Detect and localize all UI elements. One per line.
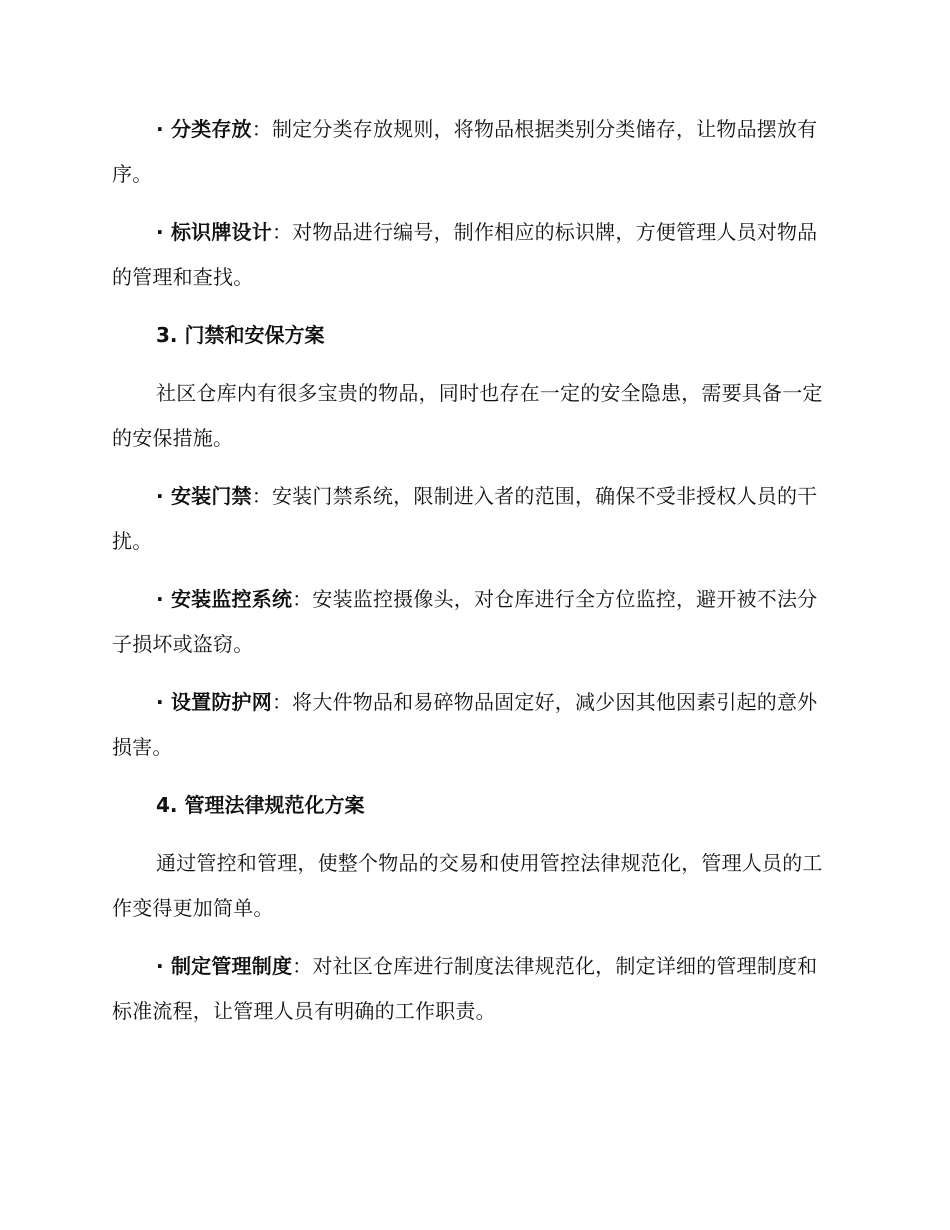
bullet-management-rules	[112, 944, 834, 1034]
bullet-separator: ：	[271, 690, 293, 714]
body-paragraph-security-intro: 社区仓库内有很多宝贵的物品，同时也存在一定的安全隐患，需要具备一定的安保措施。	[112, 381, 823, 450]
bullet-term: · 分类存放	[156, 117, 252, 141]
bullet-text: 将大件物品和易碎物品固定好，减少因其他因素引起的意外损害。	[112, 690, 818, 759]
bullet-monitoring-system	[112, 577, 834, 667]
bullet-separator: ：	[251, 117, 272, 141]
bullet-text: 安装监控摄像头，对仓库进行全方位监控，避开被不法分子损坏或盗窃。	[112, 587, 818, 656]
bullet-text: 对物品进行编号，制作相应的标识牌，方便管理人员对物品的管理和查找。	[112, 220, 818, 289]
body-paragraph-legal-intro: 通过管控和管理，使整个物品的交易和使用管控法律规范化，管理人员的工作变得更加简单。	[112, 851, 823, 920]
bullet-separator: ：	[251, 484, 272, 508]
bullet-separator: ：	[292, 954, 313, 978]
bullet-term: · 标识牌设计	[156, 220, 272, 244]
bullet-term: · 制定管理制度	[156, 954, 293, 978]
section-heading-access-security: 3. 门禁和安保方案	[156, 323, 325, 347]
bullet-term: · 设置防护网	[156, 690, 272, 714]
bullet-access-control	[112, 474, 834, 564]
bullet-separator: ：	[271, 220, 293, 244]
bullet-sign-design	[112, 210, 834, 300]
document-page	[112, 107, 834, 1047]
bullet-text: 对社区仓库进行制度法律规范化，制定详细的管理制度和标准流程，让管理人员有明确的工作职责。	[112, 954, 818, 1023]
bullet-text: 安装门禁系统，限制进入者的范围，确保不受非授权人员的干扰。	[112, 484, 818, 553]
bullet-term: · 安装监控系统	[156, 587, 293, 611]
bullet-separator: ：	[292, 587, 313, 611]
bullet-protective-net	[112, 680, 834, 770]
bullet-term: · 安装门禁	[156, 484, 252, 508]
bullet-text: 制定分类存放规则，将物品根据类别分类储存，让物品摆放有序。	[112, 117, 818, 186]
bullet-sorted-storage	[112, 107, 834, 197]
section-heading-legal-standardization: 4. 管理法律规范化方案	[156, 793, 365, 817]
